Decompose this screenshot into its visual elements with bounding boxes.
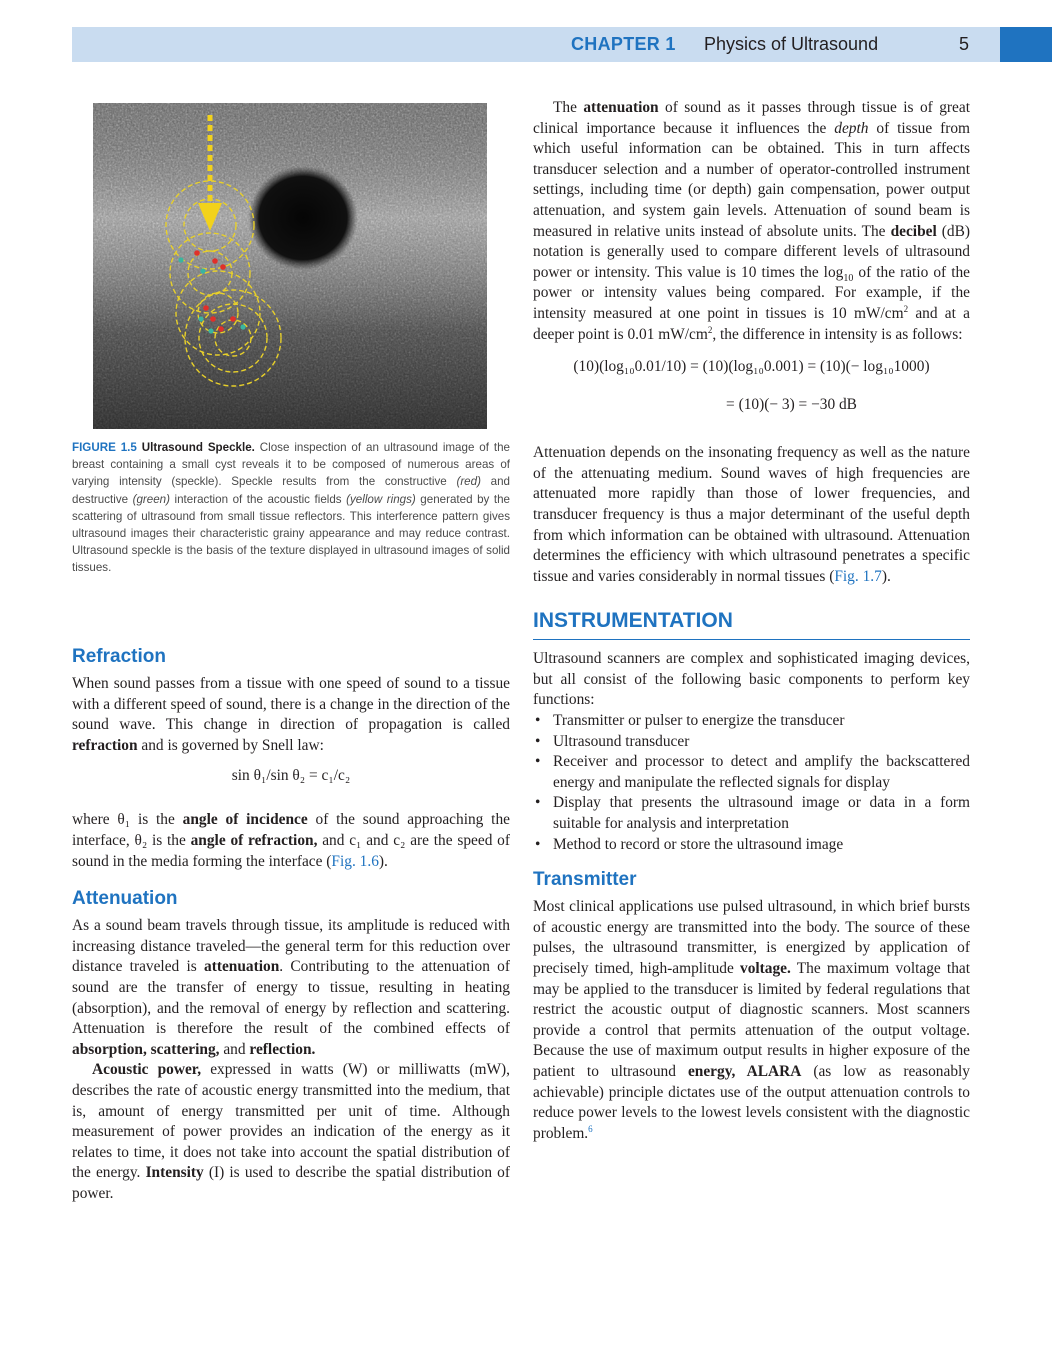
term-attenuation: attenuation	[204, 958, 280, 976]
text-run: ).	[881, 567, 891, 585]
heading-transmitter: Transmitter	[533, 869, 637, 891]
term-depth: depth	[834, 119, 869, 137]
list-item: • Display that presents the ultrasound image or data in a form suitable for analysis and interpretation	[533, 793, 970, 834]
chapter-label: CHAPTER 1	[571, 34, 676, 54]
text-run: . Contributing to the attenuation of sound are the transfer of energy to tissue, resulting in heating (absorption), and the removal of energy by reflection and scattering. Attenuation is therefore the result of the combined effects of	[72, 958, 511, 1038]
header-tab	[1000, 27, 1052, 62]
left-column	[72, 646, 510, 1204]
text-run: where θ₁ is the	[72, 811, 183, 829]
figure-label: FIGURE 1.5	[72, 441, 137, 454]
text-run: of the sound approaching the interface, θ₂ is the	[72, 811, 510, 849]
text-run: and c₁ and c₂ are the speed of sound in the media forming the interface (	[72, 831, 510, 870]
subscript: 10	[843, 272, 854, 284]
transmitter-paragraph	[533, 897, 970, 1144]
figure-caption	[72, 439, 510, 577]
text-run: , the difference in intensity is as follows:	[712, 325, 963, 343]
term-decibel: decibel	[890, 222, 937, 240]
attenuation-paragraph	[72, 916, 510, 1060]
caption-text: and destructive	[72, 475, 510, 506]
acoustic-power-paragraph	[72, 1060, 510, 1204]
attenuation-clinical-paragraph	[533, 98, 970, 345]
ultrasound-speckle-image	[93, 103, 487, 429]
heading-instrumentation: INSTRUMENTATION	[533, 609, 733, 633]
text-run: The maximum voltage that may be applied to the transducer is limited by federal regulations that restrict the acoustic output of diagnostic scanners. Most scanners provide a control that permits attenuation of the output voltage. Because the use of maximum output results in higher exposure of the patient to ultrasound	[533, 960, 970, 1080]
right-column	[533, 98, 970, 1144]
superscript: 2	[903, 303, 909, 314]
text-run: The	[553, 99, 584, 116]
caption-red: (red)	[456, 475, 481, 489]
heading-rule	[533, 639, 970, 640]
text-run: (dB) notation is generally used to compare different levels of ultrasound power or intensity. This value is 10 times the log	[533, 222, 971, 281]
term-voltage: voltage.	[740, 960, 791, 977]
text-run: and at a deeper point is 0.01 mW/cm	[533, 304, 971, 343]
refraction-paragraph-2	[72, 810, 510, 872]
text-run: and is governed by Snell law:	[137, 736, 324, 754]
attenuation-frequency-paragraph	[533, 443, 970, 587]
caption-yellow: (yellow rings)	[346, 492, 416, 506]
fig-1-7-link[interactable]: Fig. 1.7	[834, 567, 882, 585]
list-item: • Ultrasound transducer	[533, 732, 970, 753]
text-run: of sound as it passes through tissue is of great clinical importance because it influences the	[533, 99, 970, 137]
text-run: (I) is used to describe the spatial distribution of power.	[72, 1164, 510, 1202]
caption-text: Close inspection of an ultrasound image of the breast containing a small cyst reveals it to be composed of numerous areas of varying intensity (speckle). Speckle results from the constructive	[72, 441, 510, 489]
text-run: of the ratio of the power or intensity values being compared. For example, if the intensity measured at one point in tissues is 10 mW/cm	[533, 263, 970, 322]
superscript: 2	[707, 324, 713, 335]
text-run: (as low as reasonably achievable) principle dictates use of the output attenuation controls to reduce power levels to the lowest levels consistent with the diagnostic problem.	[533, 1062, 970, 1142]
text-run: Attenuation depends on the insonating frequency as well as the nature of the attenuating medium. Sound waves of high frequencies are attenuated more rapidly than those of lower frequencies, and transducer frequency is thus a major determinant of the useful depth from which information can be obtained with ultrasound. Attenuation determines the efficiency with which ultrasound penetrates a specific tissue and varies considerably in normal tissues (	[533, 444, 970, 585]
snell-equation: sin θ₁/sin θ₂ = c₁/c₂	[231, 767, 351, 785]
term-absorption-scattering: absorption, scattering,	[72, 1040, 220, 1058]
reference-6-link[interactable]: 6	[588, 1123, 593, 1134]
term-acoustic-power: Acoustic power,	[92, 1061, 202, 1079]
list-item: • Method to record or store the ultrasound image	[533, 835, 970, 856]
text-run: As a sound beam travels through tissue, its amplitude is reduced with increasing distance traveled—the general term for this reduction over distance traveled is	[72, 917, 510, 976]
text-run: and	[219, 1040, 250, 1058]
instrumentation-paragraph: Ultrasound scanners are complex and sophisticated imaging devices, but all consist of the following basic components to perform key functions:	[533, 650, 970, 709]
fig-1-6-link[interactable]: Fig. 1.6	[331, 852, 379, 870]
refraction-paragraph	[72, 674, 510, 756]
figure-title: Ultrasound Speckle.	[141, 441, 255, 454]
text-run: When sound passes from a tissue with one speed of sound to a tissue with a different speed of sound, there is a change in the direction of the sound wave. This change in direction of propagation is called	[72, 675, 510, 734]
term-energy-alara: energy, ALARA	[687, 1062, 802, 1080]
heading-refraction: Refraction	[72, 646, 166, 667]
list-item: • Receiver and processor to detect and amplify the backscattered energy and manipulate the reflected signals for display	[533, 752, 970, 793]
page-number: 5	[959, 34, 970, 54]
caption-text: interaction of the acoustic fields	[169, 492, 347, 506]
list-item: • Transmitter or pulser to energize the transducer	[533, 711, 970, 732]
term-reflection: reflection.	[249, 1040, 316, 1058]
text-run: of tissue from which useful information can be obtained. This in turn affects transducer selection and a number of operator-controlled instrument settings, including time (or depth) gain compensation, power output attenuation, and system gain levels. Attenuation of sound beam is measured in relative units instead of absolute units. The	[533, 119, 970, 240]
heading-attenuation: Attenuation	[72, 888, 178, 910]
speckle-illustration	[93, 103, 487, 429]
decibel-equation-2: = (10)(− 3) = −30 dB	[726, 396, 857, 414]
term-intensity: Intensity	[145, 1164, 204, 1182]
caption-text: generated by the scattering of ultrasound from small tissue reflectors. This interference pattern gives ultrasound images their characteristic grainy appearance and may reduce contrast. Ultrasound speckle is the basis of the texture displayed in ultrasound images of solid tissues.	[72, 492, 510, 575]
term-angle-refraction: angle of refraction,	[190, 831, 318, 849]
components-list	[533, 711, 970, 855]
term-angle-incidence: angle of incidence	[182, 811, 308, 829]
caption-green: (green)	[132, 492, 170, 506]
decibel-equation-1: (10)(log₁₀0.01/10) = (10)(log₁₀0.001) = (10)(− log₁₀1000)	[573, 358, 930, 376]
term-refraction: refraction	[72, 736, 138, 754]
text-run: expressed in watts (W) or milliwatts (mW), describes the rate of acoustic energy transmitted into the medium, that is, amount of energy transmitted per unit of time. Although measurement of power provides an indication of the energy as it relates to time, it does not take into account the spatial distribution of the energy.	[72, 1061, 510, 1182]
term-attenuation: attenuation	[583, 99, 659, 116]
text-run: ).	[378, 852, 388, 870]
chapter-title: Physics of Ultrasound	[704, 34, 879, 54]
text-run: Most clinical applications use pulsed ultrasound, in which brief bursts of acoustic energy are transmitted into the body. The source of these pulses, the ultrasound transmitter, is energized by application of precisely timed, high-amplitude	[533, 898, 970, 977]
